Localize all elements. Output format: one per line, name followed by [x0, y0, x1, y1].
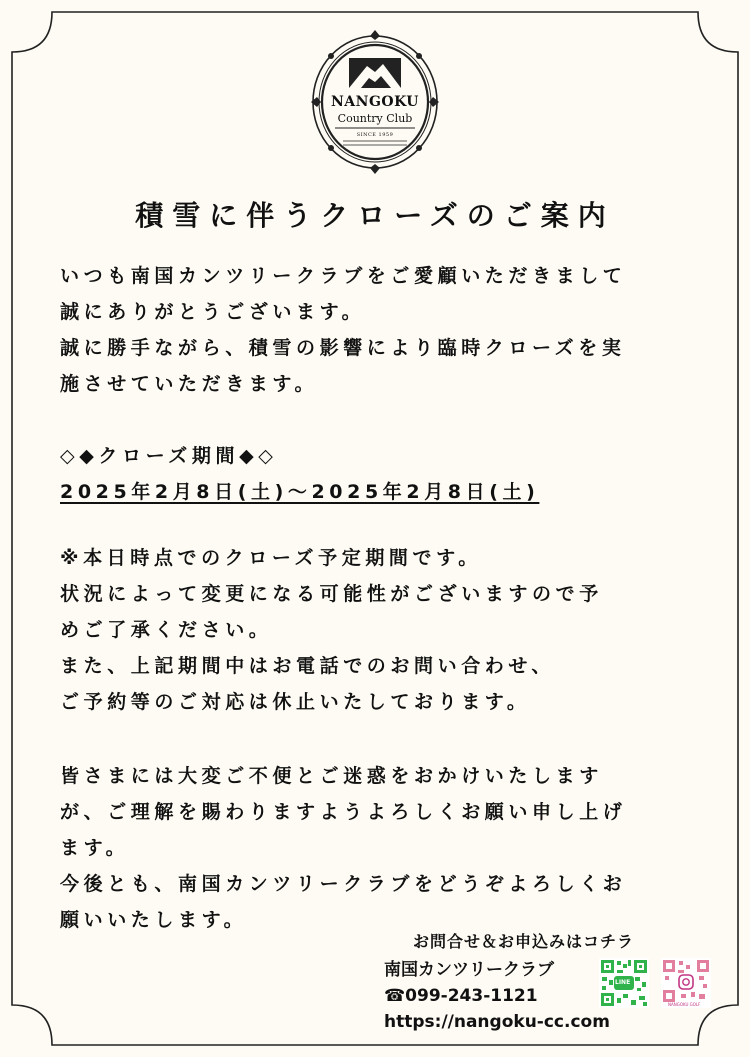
closure-period-section: [60, 438, 710, 510]
closing-line: 今後とも、南国カンツリークラブをどうぞよろしくお: [60, 873, 627, 895]
instagram-qr-icon: [661, 958, 711, 1008]
notes-line: めご了承ください。: [60, 619, 273, 641]
closure-period-dates: 2025年2月8日(土)～2025年2月8日(土): [60, 481, 540, 503]
contact-club-name: 南国カンツリークラブ: [384, 960, 554, 980]
contact-details: [384, 957, 610, 1035]
intro-line: いつも南国カンツリークラブをご愛顧いただきまして: [60, 265, 627, 287]
notes-paragraph: [60, 540, 710, 720]
intro-line: 施させていただきます。: [60, 373, 319, 395]
line-qr-code[interactable]: [599, 958, 649, 1008]
closing-line: が、ご理解を賜わりますようよろしくお願い申し上げ: [60, 801, 627, 823]
instagram-qr-label: NANGOKU GOLF: [668, 1002, 701, 1007]
intro-line: 誠に勝手ながら、積雪の影響により臨時クローズを実: [60, 337, 626, 359]
logo-since-text: SINCE 1959: [356, 132, 394, 138]
closing-line: ます。: [60, 837, 130, 859]
instagram-qr-code[interactable]: [661, 958, 711, 1008]
notes-line: 状況によって変更になる可能性がございますので予: [60, 583, 603, 605]
contact-website-link[interactable]: https://nangoku-cc.com: [384, 1012, 610, 1032]
contact-phone[interactable]: ☎099-243-1121: [384, 986, 538, 1006]
intro-line: 誠にありがとうございます。: [60, 301, 366, 323]
line-qr-label: LINE: [615, 979, 631, 986]
club-logo-emblem: [309, 28, 441, 174]
notes-line: ※本日時点でのクローズ予定期間です。: [60, 547, 482, 569]
notice-title: 積雪に伴うクローズのご案内: [135, 199, 615, 232]
closing-paragraph: [60, 758, 710, 938]
notes-line: ご予約等のご対応は休止いたしております。: [60, 691, 531, 713]
notes-line: また、上記期間中はお電話でのお問い合わせ、: [60, 655, 556, 677]
closing-line: 願いいたします。: [60, 909, 248, 931]
logo-sub-text: Country Club: [337, 112, 413, 125]
contact-heading: お問合せ＆お申込みはコチラ: [413, 932, 635, 951]
closing-line: 皆さまには大変ご不便とご迷惑をおかけいたします: [60, 765, 603, 787]
intro-paragraph: [60, 258, 710, 402]
logo-brand-text: NANGOKU: [331, 94, 419, 110]
closure-period-heading: ◇◆クローズ期間◆◇: [60, 445, 278, 467]
